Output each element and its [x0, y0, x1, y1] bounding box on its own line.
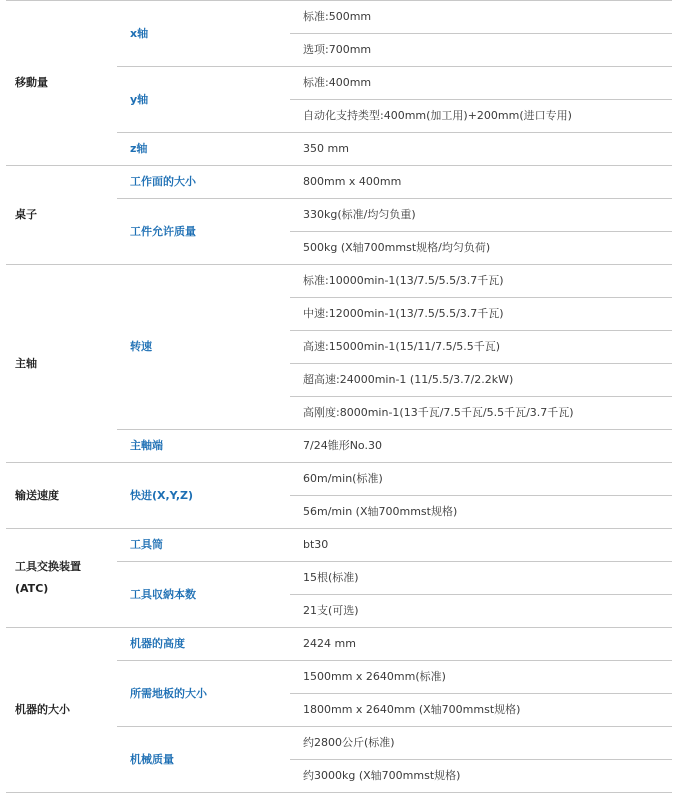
- spec-value: 350 mm: [290, 133, 672, 166]
- spec-value: 2424 mm: [290, 628, 672, 661]
- spec-value: 7/24锥形No.30: [290, 430, 672, 463]
- spec-value: 标准:400mm: [290, 67, 672, 100]
- spec-value: 高速:15000min-1(15/11/7.5/5.5千瓦): [290, 331, 672, 364]
- table-row: [6, 463, 672, 496]
- spec-value: 约3000kg (X轴700mmst规格): [290, 760, 672, 793]
- spec-table: [6, 0, 672, 793]
- spec-value: 标准:500mm: [290, 1, 672, 34]
- table-row: [6, 529, 672, 562]
- table-row: [6, 265, 672, 298]
- table-row: [6, 166, 672, 199]
- spec-workpiece-mass: 工件允许质量: [117, 199, 290, 265]
- spec-spindle-end: 主軸端: [117, 430, 290, 463]
- spec-value: 60m/min(标准): [290, 463, 672, 496]
- category-atc-line2: (ATC): [15, 582, 49, 595]
- spec-value: 330kg(标准/均匀负重): [290, 199, 672, 232]
- spec-work-surface: 工作面的大小: [117, 166, 290, 199]
- category-movement: 移動量: [6, 1, 117, 166]
- spec-x-axis: x轴: [117, 1, 290, 67]
- spec-value: 21支(可选): [290, 595, 672, 628]
- spec-rapid-traverse: 快进(X,Y,Z): [117, 463, 290, 529]
- spec-spindle-speed: 转速: [117, 265, 290, 430]
- spec-floor-space: 所需地板的大小: [117, 661, 290, 727]
- spec-machine-height: 机器的高度: [117, 628, 290, 661]
- spec-value: 15根(标准): [290, 562, 672, 595]
- spec-value: 500kg (X轴700mmst规格/均匀负荷): [290, 232, 672, 265]
- spec-value: bt30: [290, 529, 672, 562]
- spec-value: 1500mm x 2640mm(标准): [290, 661, 672, 694]
- category-feed: 输送速度: [6, 463, 117, 529]
- spec-machine-mass: 机械质量: [117, 727, 290, 793]
- spec-y-axis: y轴: [117, 67, 290, 133]
- spec-value: 选项:700mm: [290, 34, 672, 67]
- spec-value: 自动化支持类型:400mm(加工用)+200mm(进口专用): [290, 100, 672, 133]
- spec-z-axis: z轴: [117, 133, 290, 166]
- spec-value: 1800mm x 2640mm (X轴700mmst规格): [290, 694, 672, 727]
- spec-tool-holder: 工具筒: [117, 529, 290, 562]
- table-row: [6, 628, 672, 661]
- category-machine-size: 机器的大小: [6, 628, 117, 793]
- spec-value: 800mm x 400mm: [290, 166, 672, 199]
- category-atc-line1: 工具交换装置: [15, 560, 81, 573]
- category-table: 桌子: [6, 166, 117, 265]
- spec-value: 56m/min (X轴700mmst规格): [290, 496, 672, 529]
- category-spindle: 主轴: [6, 265, 117, 463]
- spec-tool-capacity: 工具収納本数: [117, 562, 290, 628]
- spec-value: 约2800公斤(标准): [290, 727, 672, 760]
- spec-value: 中速:12000min-1(13/7.5/5.5/3.7千瓦): [290, 298, 672, 331]
- spec-value: 标准:10000min-1(13/7.5/5.5/3.7千瓦): [290, 265, 672, 298]
- spec-value: 超高速:24000min-1 (11/5.5/3.7/2.2kW): [290, 364, 672, 397]
- category-atc: [6, 529, 117, 628]
- spec-value: 高刚度:8000min-1(13千瓦/7.5千瓦/5.5千瓦/3.7千瓦): [290, 397, 672, 430]
- table-row: [6, 1, 672, 34]
